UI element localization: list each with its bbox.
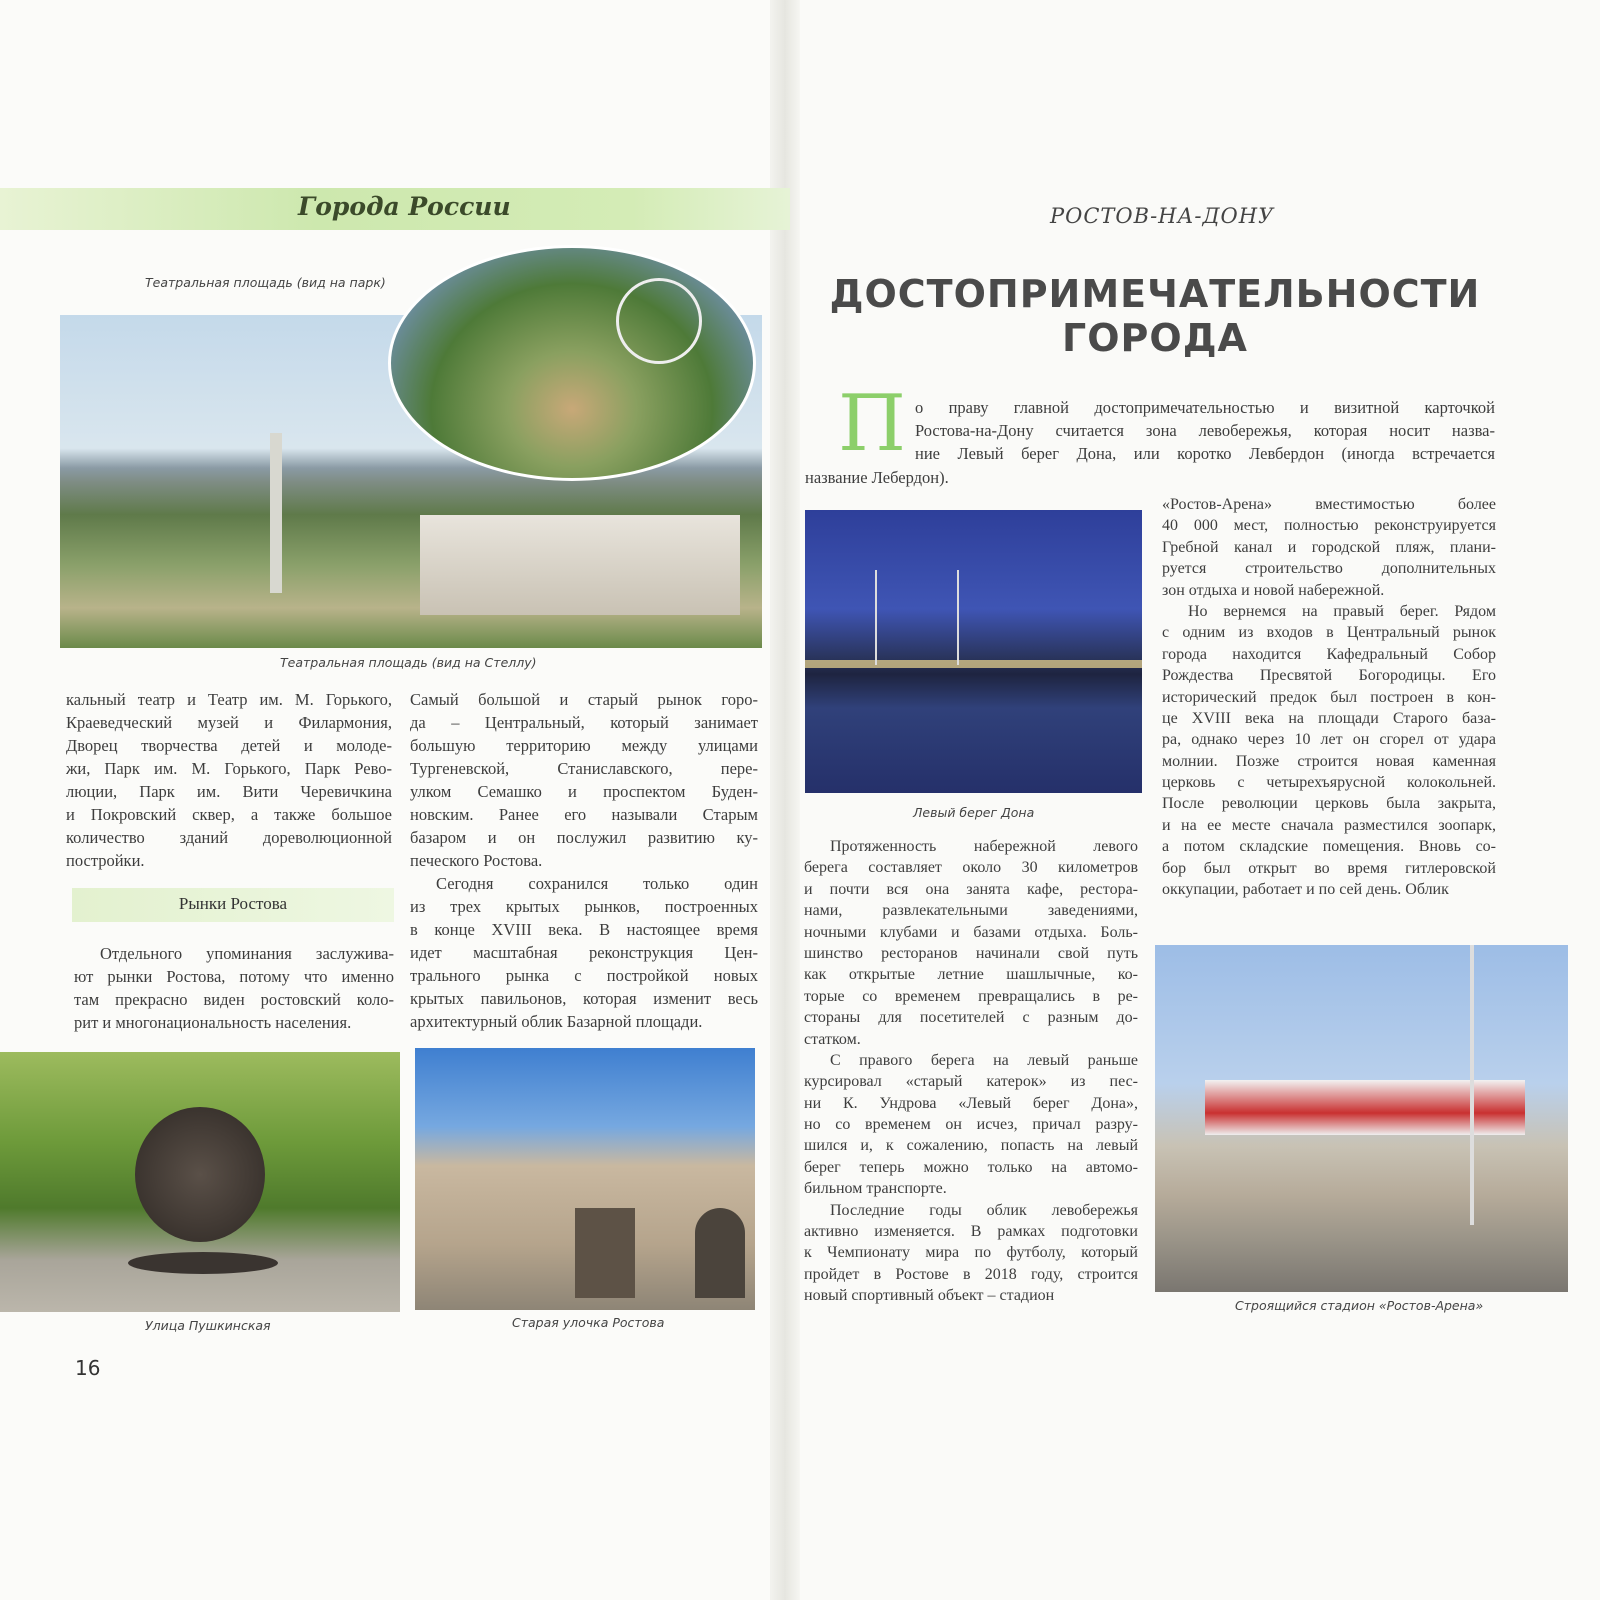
caption-park-view: Театральная площадь (вид на парк) (145, 275, 386, 290)
text-line: города находится Кафедральный Собор (1162, 645, 1496, 663)
text-line: люции, Парк им. Вити Черевичкина (66, 782, 392, 801)
arch (695, 1208, 745, 1298)
text-line: к Чемпионату мира по футболу, который (804, 1244, 1138, 1262)
text-line: новый спортивный объект – стадион (804, 1287, 1055, 1305)
text-line: С правого берега на левый раньше (830, 1051, 1138, 1069)
caption-stella-view: Театральная площадь (вид на Стеллу) (280, 655, 537, 670)
text-line: Последние годы облик левобережья (830, 1201, 1138, 1219)
text-line: Дворец творчества детей и молоде- (66, 736, 392, 755)
caption-old-street: Старая улочка Ростова (512, 1315, 665, 1330)
text-line: идет масштабная реконструкция Цен- (410, 943, 758, 962)
text-line: ние Левый берег Дона, или коротко Левбердон (иногда встречается (915, 444, 1495, 463)
title-line-1: ДОСТОПРИМЕЧАТЕЛЬНОСТИ (829, 272, 1481, 316)
drop-cap: П (838, 379, 907, 469)
text-line: Краеведческий музей и Филармония, (66, 713, 392, 732)
shore-lights (805, 660, 1142, 668)
text-line: да – Центральный, который занимает (410, 713, 758, 732)
doorway (575, 1208, 635, 1298)
text-line: молнии. Позже строится новая каменная (1162, 752, 1496, 770)
text-line: це XVIII века на площади Старого база- (1162, 709, 1496, 727)
text-line: нами, развлекательными заведениями, (804, 902, 1138, 920)
text-line: базаром и он послужил развитию ку- (410, 828, 758, 847)
text-line: зон отдыха и новой набережной. (1162, 581, 1385, 599)
text-line: новским. Ранее его называли Старым (410, 805, 758, 824)
ship-masts (875, 570, 959, 665)
text-line: «Ростов-Арена» вместимостью более (1162, 496, 1496, 513)
text-line: берег теперь можно только на автомо- (804, 1158, 1138, 1176)
text-line: ни К. Ундрова «Левый берег Дона», (804, 1094, 1138, 1112)
intro-lines-indented (915, 396, 1495, 465)
banner-title: Города России (298, 192, 511, 221)
text-line: но со временем он исчез, причал разру- (804, 1116, 1138, 1134)
photo-theatre-square-park (388, 245, 756, 481)
text-line: шинство ресторанов начинали свой путь (804, 944, 1138, 962)
text-line: постройки. (66, 851, 145, 870)
text-line: ра, однако через 10 лет он сгорел от удара (1162, 731, 1496, 749)
text-line: Гребной канал и городской пляж, плани- (1162, 538, 1496, 556)
section-heading: Рынки Ростова (178, 894, 288, 913)
text-line: Ростова-на-Дону считается зона левобережья, которая носит назва- (915, 421, 1495, 440)
text-line: трального рынка с постройкой новых (410, 966, 758, 985)
photo-left-bank-night (805, 510, 1142, 793)
text-line: Сегодня сохранился только один (436, 874, 758, 893)
text-line: архитектурный облик Базарной площади. (410, 1012, 703, 1031)
photo-old-street (415, 1048, 755, 1310)
text-line: руется строительство дополнительных (1162, 560, 1496, 578)
text-line: Рождества Пресвятой Богородицы. Его (1162, 667, 1496, 685)
left-column1-markets (74, 942, 394, 1034)
text-line: бильном транспорте. (804, 1180, 947, 1198)
right-column2 (1162, 494, 1496, 900)
building (420, 515, 740, 615)
text-line: и почти вся она занята кафе, рестора- (804, 880, 1138, 898)
photo-stadium-construction (1155, 945, 1568, 1292)
title-line-2: ГОРОДА (1062, 316, 1248, 360)
text-line: с одним из входов в Центральный рынок (1162, 624, 1496, 642)
text-line: и Покровский сквер, а также большое (66, 805, 392, 824)
left-column2 (410, 688, 758, 1033)
text-line: Протяженность набережной левого (830, 838, 1138, 855)
text-line: бор был открыт во время гитлеровской (1162, 859, 1496, 877)
text-line: и на ее месте сначала разместился зоопарк, (1162, 816, 1496, 834)
page-title (800, 272, 1510, 360)
text-line: а потом складские помещения. Вновь со- (1162, 838, 1496, 856)
text-line: ют рынки Ростова, потому что именно (74, 967, 394, 986)
text-line: жи, Парк им. М. Горького, Парк Рево- (66, 759, 392, 778)
section-banner (0, 188, 790, 230)
section-heading-box (72, 888, 394, 922)
text-line: После революции церковь была закрыта, (1162, 795, 1496, 813)
text-line: там прекрасно виден ростовский коло- (74, 990, 394, 1009)
text-line: берега составляет около 30 километров (804, 859, 1138, 877)
text-line: ночными клубами и базами отдыха. Боль- (804, 923, 1138, 941)
text-line: церковь с четырехъярусной колокольней. (1162, 774, 1496, 792)
text-line: Самый большой и старый рынок горо- (410, 690, 758, 709)
text-line: оккупации, работает и по сей день. Облик (1162, 881, 1449, 899)
text-line: название Лебердон). (805, 468, 949, 487)
text-line: как открытые летние шашлычные, ко- (804, 966, 1138, 984)
text-line: Отдельного упоминания заслужива- (100, 944, 394, 963)
stella-monument (270, 433, 282, 593)
caption-pushkinskaya: Улица Пушкинская (145, 1318, 271, 1333)
running-head: РОСТОВ-НА-ДОНУ (1050, 204, 1275, 228)
light-pole (1470, 945, 1474, 1225)
text-line: активно изменяется. В рамках подготовки (804, 1223, 1138, 1241)
text-line: рит и многонациональность населения. (74, 1013, 352, 1032)
text-line: пройдет в Ростове в 2018 году, строится (804, 1265, 1138, 1283)
text-line: крытых павильонов, которая изменит весь (410, 989, 758, 1008)
photo-pushkinskaya-street (0, 1052, 400, 1312)
left-column1-intro (66, 688, 392, 872)
ferris-wheel (616, 278, 702, 364)
book-gutter (770, 0, 800, 1600)
text-line: 40 000 мест, полностью реконструируется (1162, 517, 1496, 535)
text-line: большую территорию между улицами (410, 736, 758, 755)
sphere-sculpture (135, 1107, 265, 1242)
intro-last-line (805, 466, 1205, 489)
stadium (1205, 1080, 1525, 1135)
text-line: в конце XVIII века. В настоящее время (410, 920, 758, 939)
caption-stadium: Строящийся стадион «Ростов-Арена» (1235, 1298, 1484, 1313)
text-line: количество зданий дореволюционной (66, 828, 392, 847)
text-line: Но вернемся на правый берег. Рядом (1188, 602, 1496, 620)
text-line: курсировал «старый катерок» из пес- (804, 1073, 1138, 1091)
caption-left-bank: Левый берег Дона (913, 805, 1035, 820)
text-line: печеского Ростова. (410, 851, 543, 870)
text-line: кальный театр и Театр им. М. Горького, (66, 690, 392, 709)
text-line: статком. (804, 1030, 861, 1048)
text-line: стораны для посетителей с разным до- (804, 1009, 1138, 1027)
text-line: улком Семашко и проспектом Буден- (410, 782, 758, 801)
text-line: о праву главной достопримечательностью и визитной карточкой (915, 398, 1495, 417)
text-line: торые со временем превращались в ре- (804, 987, 1138, 1005)
text-line: из трех крытых рынков, построенных (410, 897, 758, 916)
right-column1 (804, 836, 1138, 1307)
text-line: Тургеневской, Станиславского, пере- (410, 759, 758, 778)
text-line: исторический предок был построен в кон- (1162, 688, 1496, 706)
text-line: шился и, к сожалению, попасть на левый (804, 1137, 1138, 1155)
sculpture-base (128, 1252, 278, 1274)
page-number: 16 (75, 1356, 101, 1380)
